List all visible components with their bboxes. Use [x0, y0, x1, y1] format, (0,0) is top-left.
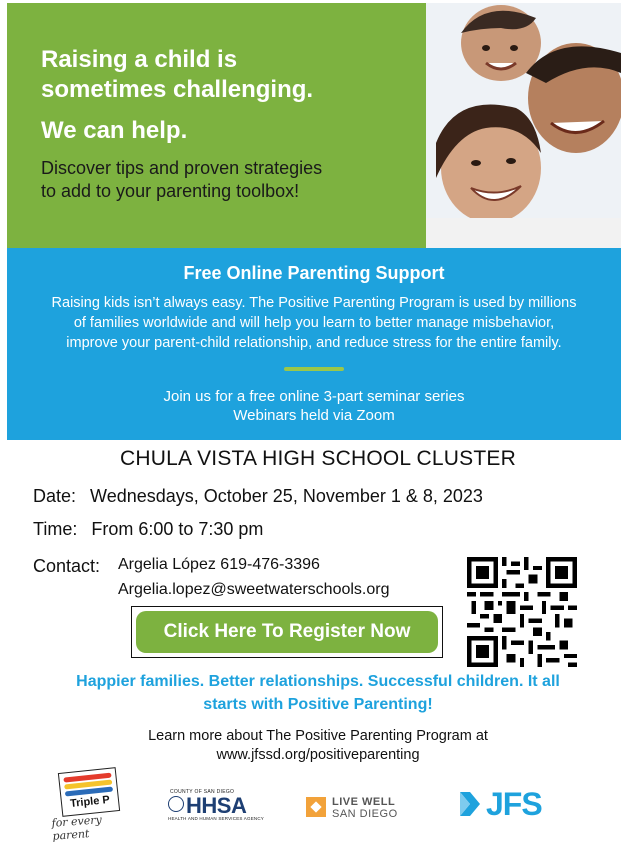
support-description-line2: of families worldwide and will help you learn to better manage misbehavior,	[73, 315, 555, 331]
family-photo-illustration	[426, 3, 621, 248]
hhsa-county-text: COUNTY OF SAN DIEGO	[170, 789, 235, 795]
triple-p-logo-box	[58, 767, 120, 817]
date-value: Wednesdays, October 25, November 1 & 8, 2023	[90, 486, 483, 506]
seminar-info-line2: Webinars held via Zoom	[233, 407, 395, 424]
live-well-mark-icon	[306, 797, 326, 817]
live-well-line1: LIVE WELL	[332, 796, 396, 808]
jfs-logo	[458, 786, 554, 822]
hero-banner	[7, 3, 621, 248]
support-description-line3: improve your parent-child relationship, and reduce stress for the entire family.	[66, 335, 562, 351]
contact-label: Contact:	[33, 556, 101, 576]
hero-title-line1: Raising a child is	[41, 46, 238, 73]
date-row	[33, 486, 483, 507]
qr-code-graphic	[467, 557, 577, 667]
support-section	[7, 248, 621, 440]
jfs-name: JFS	[486, 786, 542, 822]
section-divider	[284, 367, 344, 371]
county-seal-icon	[168, 796, 184, 812]
learn-more-link[interactable]: www.jfssd.org/positiveparenting	[216, 747, 420, 763]
jfs-mark-icon	[458, 790, 482, 818]
hero-help-text: We can help.	[41, 117, 188, 144]
hhsa-subtitle: HEALTH AND HUMAN SERVICES AGENCY	[168, 816, 265, 821]
support-description-line1: Raising kids isn’t always easy. The Positive Parenting Program is used by millions	[51, 295, 577, 311]
time-row	[33, 519, 263, 540]
hero-subtitle-line1: Discover tips and proven strategies	[41, 158, 323, 178]
contact-email-link[interactable]: Argelia.lopez@sweetwaterschools.org	[118, 581, 390, 598]
support-title: Free Online Parenting Support	[183, 263, 445, 283]
time-label: Time:	[33, 519, 78, 539]
triple-p-name: Triple P	[69, 793, 111, 811]
slogan	[0, 670, 636, 716]
slogan-line2: starts with Positive Parenting!	[203, 696, 433, 713]
register-button[interactable]: Click Here To Register Now	[136, 611, 438, 653]
register-button-frame	[131, 606, 443, 658]
seminar-info	[7, 387, 621, 425]
qr-code[interactable]	[467, 557, 577, 667]
contact-name-phone: Argelia López 619-476-3396	[118, 556, 320, 573]
hero-subtitle	[41, 157, 426, 203]
learn-more-text: Learn more about The Positive Parenting Program at	[148, 728, 488, 744]
hhsa-name: HHSA	[186, 793, 247, 818]
school-cluster-heading: CHULA VISTA HIGH SCHOOL CLUSTER	[120, 447, 516, 470]
support-description	[14, 293, 614, 353]
triple-p-tagline: for every parent	[51, 813, 103, 843]
date-label: Date:	[33, 486, 77, 506]
family-photo	[426, 3, 621, 248]
hero-subtitle-line2: to add to your parenting toolbox!	[41, 181, 300, 201]
hhsa-logo	[168, 789, 278, 825]
hero-text-panel	[7, 3, 426, 248]
seminar-info-line1: Join us for a free online 3-part seminar series	[163, 388, 465, 405]
live-well-line2: SAN DIEGO	[332, 808, 398, 820]
hero-title-line2: sometimes challenging.	[41, 76, 314, 103]
learn-more	[0, 727, 636, 765]
time-value: From 6:00 to 7:30 pm	[91, 519, 264, 539]
triple-p-logo	[51, 768, 130, 843]
hero-title	[41, 45, 426, 105]
live-well-logo	[306, 796, 414, 822]
slogan-line1: Happier families. Better relationships. Successful children. It all	[76, 673, 560, 690]
